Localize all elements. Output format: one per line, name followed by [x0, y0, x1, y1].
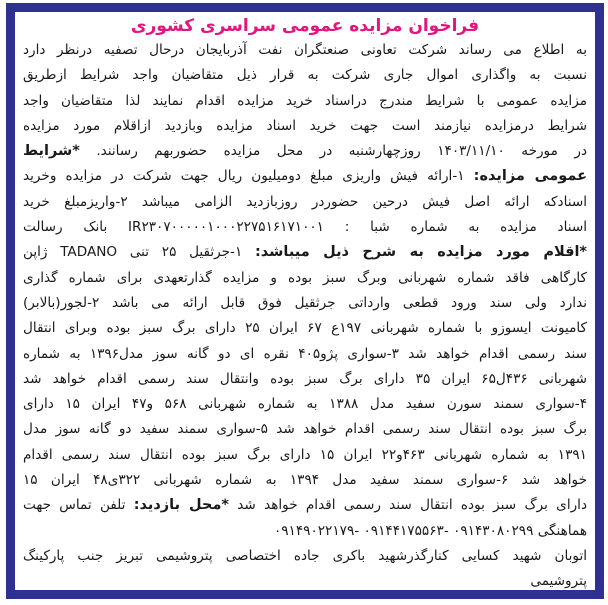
ad-title: فراخوان مزایده عمومی سراسری کشوری — [130, 16, 480, 36]
line-text: تلفن تماس جهت — [23, 497, 126, 514]
line-text: اسنادکه ارائه اصل فیش درحین حضوردر روزبازدید الزامی میباشد ۲-واریزمبلغ خرید — [23, 193, 587, 210]
line-text: کارگاهی فاقد شماره شهربانی وبرگ سبز بوده و مزایده گذارتعهدی برای شماره گذاری — [23, 269, 587, 286]
line-text: کامیونت ایسوزو با شماره شهربانی ۱۹۷ع ۶۷ ایران ۲۵ دارای برگ سبز بوده وبرای انتقال — [23, 320, 587, 337]
body-line — [23, 266, 587, 291]
line-text: در مورخه ۱۴۰۳/۱۱/۱۰ روزچهارشنبه در محل مزایده حضوربهم رسانند. — [96, 143, 587, 160]
line-text: دارای برگ سبز بوده انتقال سند رسمی اقدام خواهد شد — [237, 497, 587, 514]
line-text: ۱-جرثقیل ۲۵ تنی TADANO ژاپن — [23, 244, 243, 261]
body-line — [23, 190, 587, 215]
body-line — [23, 342, 587, 367]
body-line — [23, 240, 587, 265]
body-line — [23, 215, 587, 240]
body-line — [23, 38, 587, 63]
body-line — [23, 544, 587, 569]
body-line — [23, 89, 587, 114]
line-text: شهربانی ۴۳۶ل۶۵ ایران ۳۵ دارای برگ سبز بوده وانتقال سند رسمی اقدام خواهد شد — [23, 370, 587, 387]
body-line — [23, 443, 587, 468]
line-text: خواهد شد ۶-سواری سمند سفید مدل ۱۳۹۴ به شماره شهربانی ۳۲۲ی۴۸ ایران ۱۵ — [23, 472, 587, 489]
bold-heading: *اقلام مورد مزایده به شرح ذیل میباشد: — [255, 244, 587, 261]
line-text: شرایط درمزایده نیازمند است جهت خرید اسناد مزایده وبازدید ازاقلام مورد مزایده — [23, 117, 587, 134]
line-text: مزایده عمومی با شرایط مندرج دراسناد خرید مزایده اقدام نمایند لذا متقاضیان واجد — [23, 92, 587, 109]
bold-heading: *محل بازدید: — [133, 497, 230, 514]
body-line — [23, 139, 587, 164]
line-text: برگ سبز بوده انتقال سند رسمی اقدام خواهد شد ۵-سواری سمند سفید دو گانه سوز مدل — [23, 421, 587, 438]
body-line — [23, 114, 587, 139]
line-text: نسبت به واگذاری اموال جاری شرکت به قرار ذیل متقاضیان واجد شرایط ازطریق — [23, 67, 587, 84]
line-text: پتروشیمی — [530, 573, 587, 590]
body-line — [23, 468, 587, 493]
body-line — [23, 417, 587, 442]
bold-heading: *شرایط — [23, 143, 80, 160]
ad-body — [23, 38, 587, 595]
line-text: اتوبان شهید کسایی کنارگذرشهید باکری جاده اختصاصی پتروشیمی تبریز جنب پارکینگ — [23, 547, 587, 564]
line-text: ندارد ولی سند ورود قطعی وارداتی جرثقیل فوق قابل ارائه می باشد ۲-لجور(بالابر) — [23, 294, 587, 311]
body-line — [23, 569, 587, 594]
body-line — [23, 164, 587, 189]
line-text: به اطلاع می رساند شرکت تعاونی صنعتگران نفت آذربایجان درحال تصفیه درنظر دارد — [23, 42, 587, 58]
bold-heading: عمومی مزایده: — [473, 168, 587, 185]
body-line — [23, 316, 587, 341]
body-line — [23, 291, 587, 316]
ad-frame — [6, 3, 604, 599]
line-text: اسناد مزایده به شماره شبا : IR۲۳۰۷۰۰۰۰۰۱۰۰۰۲۲۷۵۱۶۱۷۱۰۰۱ بانک رسالت — [23, 219, 587, 236]
line-text: سند رسمی اقدام خواهد شد ۳-سواری پژو۴۰۵ نقره ای دو گانه سوز مدل۱۳۹۶ به شماره — [23, 345, 587, 362]
body-line — [23, 392, 587, 417]
body-line — [23, 63, 587, 88]
body-line — [23, 493, 587, 518]
line-text: هماهنگی ۰۹۱۴۳۰۸۰۲۹۹ -۰۹۱۴۴۱۷۵۵۶۳ -۰۹۱۴۹۰۲۲۱۷۹ — [273, 522, 587, 539]
line-text: ۴-سواری سمند سورن سفید مدل ۱۳۸۸ به شماره شهربانی ۵۶۸ و۴۷ ایران ۱۵ دارای — [23, 396, 587, 413]
line-text: ۱-ارائه فیش واریزی مبلغ دومیلیون ریال جهت شرکت در مزایده وخرید — [23, 168, 465, 185]
line-text: ۱۳۹۱ به شماره شهربانی ۴۶۳و۲۲ ایران ۱۵ دارای برگ سبز بوده انتقال سند رسمی اقدام — [23, 446, 587, 463]
body-line — [23, 367, 587, 392]
body-line — [23, 519, 587, 544]
